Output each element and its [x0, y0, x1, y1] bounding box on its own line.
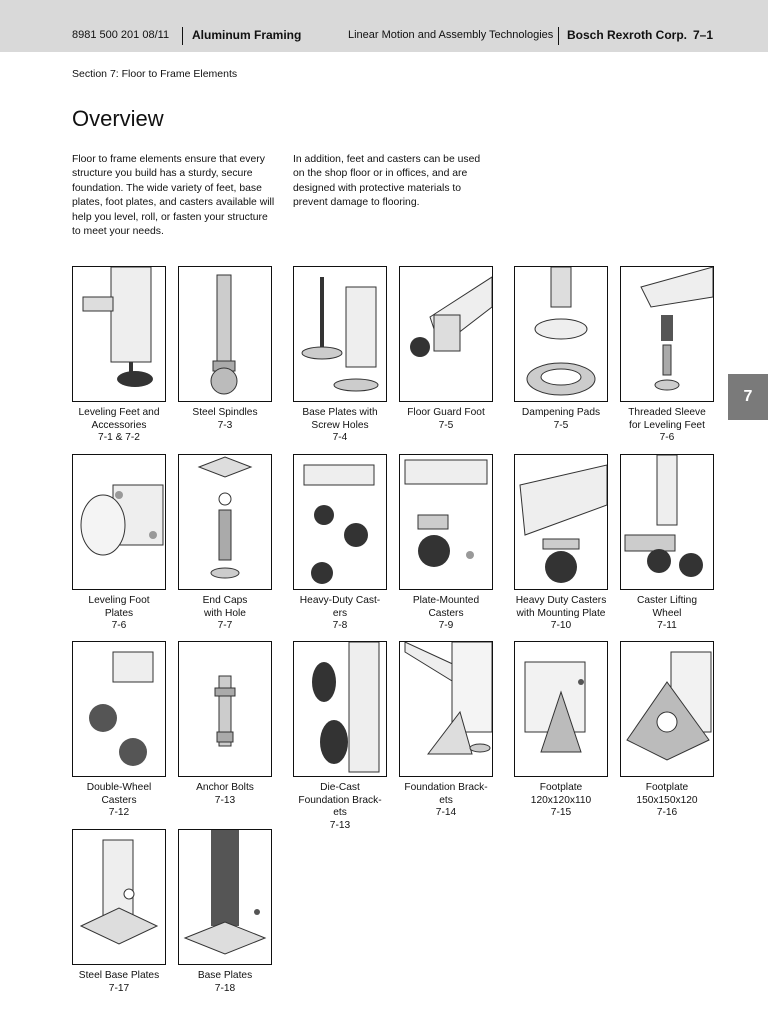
company-name: Bosch Rexroth Corp. — [567, 28, 688, 42]
product-page-ref: 7-13 — [214, 794, 236, 806]
product-name-line: 150x150x120 — [636, 794, 698, 806]
product-name-line: Dampening Pads — [521, 407, 601, 418]
product-card[interactable] — [399, 454, 493, 633]
product-page-ref: 7-16 — [656, 807, 678, 819]
product-page-ref: 7-3 — [217, 419, 233, 431]
product-page-ref: 7-1 & 7-2 — [98, 432, 140, 444]
product-name-line: Base Plates — [197, 970, 253, 981]
product-name-line: Steel Base Plates — [78, 970, 160, 981]
intro-paragraph-left: Floor to frame elements ensure that every structure you build has a sturdy, secure foundation. The wide variety of feet, base plates, foot plates, and casters available will help you level, roll, or fasten your structure to meet your needs. — [72, 154, 275, 238]
product-page-ref: 7-18 — [214, 982, 236, 994]
product-name-line: Anchor Bolts — [196, 782, 254, 793]
header-divider — [558, 27, 559, 45]
product-page-ref: 7-9 — [438, 620, 454, 632]
product-caption — [178, 970, 272, 995]
product-caption — [72, 595, 166, 633]
product-name-line: ets — [333, 807, 347, 819]
product-card[interactable] — [72, 641, 166, 820]
product-name-line: Heavy-Duty Cast- — [299, 595, 381, 606]
product-caption — [514, 407, 608, 432]
product-name-line: End Caps — [202, 595, 248, 606]
steel-spindle-icon[interactable] — [178, 266, 272, 402]
product-page-ref: 7-14 — [435, 807, 457, 819]
threaded-sleeve-icon[interactable] — [620, 266, 714, 402]
plate-caster-icon[interactable] — [399, 454, 493, 590]
foundation-bracket-icon[interactable] — [399, 641, 493, 777]
product-name-line: Casters — [101, 794, 137, 806]
footplate-large-icon[interactable] — [620, 641, 714, 777]
product-name-line: Footplate — [539, 782, 583, 793]
product-card[interactable] — [72, 454, 166, 633]
product-name-line: Footplate — [645, 782, 689, 793]
product-caption — [399, 782, 493, 820]
intro-paragraph-right: In addition, feet and casters can be used on the shop floor or in offices, and are designed with protective materials to prevent damage to flooring. — [293, 154, 481, 209]
product-name-line: Plates — [104, 607, 134, 619]
product-card[interactable] — [293, 454, 387, 633]
product-caption — [178, 595, 272, 633]
product-name-line: 120x120x110 — [530, 794, 592, 806]
product-name-line: Accessories — [91, 419, 147, 431]
product-name-line: for Leveling Feet — [629, 419, 705, 431]
product-page-ref: 7-6 — [659, 432, 675, 444]
product-caption — [293, 407, 387, 445]
product-card[interactable] — [620, 266, 714, 445]
product-card[interactable] — [178, 641, 272, 807]
product-page-ref: 7-7 — [217, 620, 233, 632]
product-card[interactable] — [620, 641, 714, 820]
product-page-ref: 7-10 — [550, 620, 572, 632]
product-name-line: Base Plates with — [302, 407, 378, 418]
product-name-line: Plate-Mounted — [412, 595, 480, 606]
mounting-caster-icon[interactable] — [514, 454, 608, 590]
page-header — [0, 0, 768, 52]
product-caption — [293, 595, 387, 633]
header-divider — [182, 27, 183, 45]
product-page-ref: 7-8 — [332, 620, 348, 632]
product-page-ref: 7-12 — [108, 807, 130, 819]
product-caption — [620, 782, 714, 820]
lifting-wheel-icon[interactable] — [620, 454, 714, 590]
product-card[interactable] — [178, 454, 272, 633]
product-name-line: ers — [332, 607, 348, 619]
product-page-ref: 7-6 — [111, 620, 127, 632]
product-page-ref: 7-11 — [657, 620, 677, 632]
product-card[interactable] — [514, 641, 608, 820]
product-name-line: Leveling Foot — [88, 595, 150, 606]
product-name-line: with Hole — [204, 607, 246, 619]
product-card[interactable] — [293, 266, 387, 445]
product-card[interactable] — [514, 454, 608, 633]
product-card[interactable] — [620, 454, 714, 633]
header-tagline: Linear Motion and Assembly Technologies — [348, 29, 554, 41]
product-caption — [399, 407, 493, 432]
product-name-line: Double-Wheel — [86, 782, 152, 793]
product-name-line: with Mounting Plate — [516, 607, 606, 619]
product-name-line: Floor Guard Foot — [407, 407, 485, 418]
product-caption — [293, 782, 387, 832]
footplate-icon[interactable] — [514, 641, 608, 777]
product-name-line: Foundation Brack- — [404, 782, 488, 793]
product-caption — [514, 782, 608, 820]
double-wheel-icon[interactable] — [72, 641, 166, 777]
product-name-line: Threaded Sleeve — [628, 407, 706, 418]
product-name-line: Die-Cast — [320, 782, 360, 793]
dampening-pad-icon[interactable] — [514, 266, 608, 402]
product-page-ref: 7-17 — [108, 982, 130, 994]
product-card[interactable] — [178, 266, 272, 432]
section-tab[interactable]: 7 — [728, 374, 768, 420]
end-cap-icon[interactable] — [178, 454, 272, 590]
base-plates-icon[interactable] — [178, 829, 272, 965]
product-card[interactable] — [72, 829, 166, 995]
product-card[interactable] — [178, 829, 272, 995]
product-name-line: Leveling Feet and — [78, 407, 160, 418]
product-caption — [72, 970, 166, 995]
doc-number: 8981 500 201 08/11 — [72, 29, 170, 41]
product-page-ref: 7-5 — [438, 419, 454, 431]
product-caption — [514, 595, 608, 633]
product-caption — [72, 782, 166, 820]
product-caption — [72, 407, 166, 445]
product-card[interactable] — [514, 266, 608, 432]
floor-guard-icon[interactable] — [399, 266, 493, 402]
product-caption — [620, 595, 714, 633]
foot-plate-icon[interactable] — [72, 454, 166, 590]
product-name-line: Steel Spindles — [192, 407, 258, 418]
page-number: 7–1 — [693, 28, 714, 42]
product-name-line: Casters — [428, 607, 464, 619]
product-caption — [178, 407, 272, 432]
product-name-line: ets — [439, 794, 453, 806]
die-cast-bracket-icon[interactable] — [293, 641, 387, 777]
product-name-line: Heavy Duty Casters — [515, 595, 607, 606]
product-card[interactable] — [399, 641, 493, 820]
product-card[interactable] — [72, 266, 166, 445]
caster-icon[interactable] — [293, 454, 387, 590]
product-name-line: Screw Holes — [311, 419, 369, 431]
anchor-bolt-icon[interactable] — [178, 641, 272, 777]
product-caption — [399, 595, 493, 633]
page-title: Overview — [72, 106, 164, 131]
product-line: Aluminum Framing — [192, 28, 302, 42]
base-plate-icon[interactable] — [293, 266, 387, 402]
product-page-ref: 7-15 — [550, 807, 572, 819]
product-card[interactable] — [293, 641, 387, 832]
product-card[interactable] — [399, 266, 493, 432]
product-caption — [178, 782, 272, 807]
product-name-line: Caster Lifting — [636, 595, 698, 606]
product-page-ref: 7-13 — [329, 819, 351, 831]
product-name-line: Wheel — [652, 607, 682, 619]
product-page-ref: 7-5 — [553, 419, 569, 431]
steel-base-plate-icon[interactable] — [72, 829, 166, 965]
leveling-foot-icon[interactable] — [72, 266, 166, 402]
section-label: Section 7: Floor to Frame Elements — [72, 68, 238, 80]
product-page-ref: 7-4 — [332, 432, 348, 444]
product-name-line: Foundation Brack- — [298, 794, 382, 806]
product-caption — [620, 407, 714, 445]
